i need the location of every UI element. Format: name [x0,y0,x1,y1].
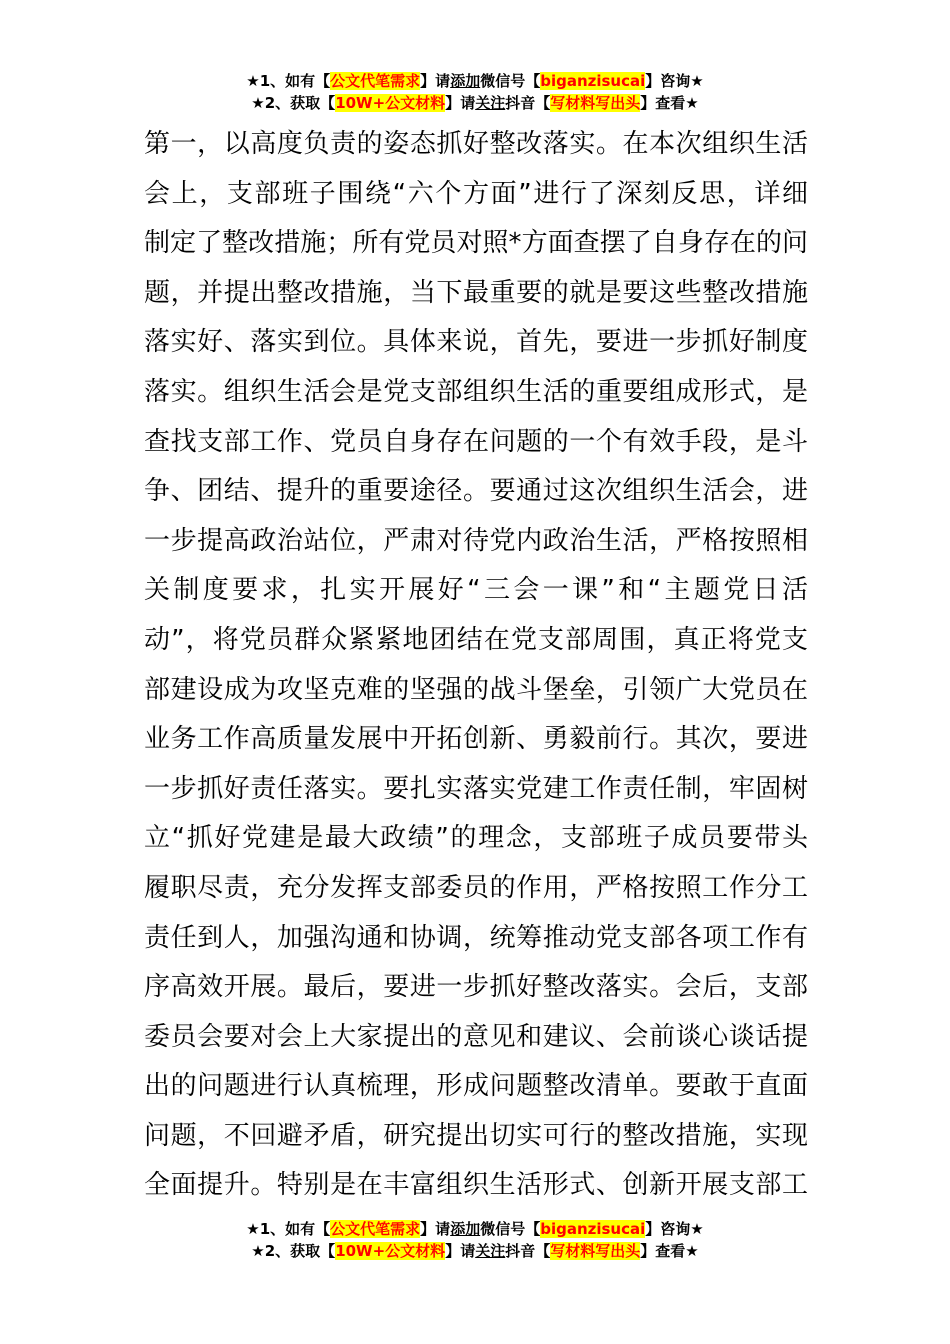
body-line: 动”，将党员群众紧紧地团结在党支部周围，真正将党支 [144,624,808,655]
body-line: 落实。组织生活会是党支部组织生活的重要组成形式，是 [144,376,808,407]
body-line: 委员会要对会上大家提出的意见和建议、会前谈心谈话提 [144,1021,808,1052]
body-line: 题，并提出整改措施，当下最重要的就是要这些整改措施 [144,277,808,308]
body-line: 争、团结、提升的重要途径。要通过这次组织生活会，进 [144,476,808,507]
banner-line-1: ★1、如有【公文代笔需求】请添加微信号【biganzisucai】咨询★ [246,1220,704,1238]
highlight-wechat-id: biganzisucai [540,72,646,90]
body-line: 出的问题进行认真梳理，形成问题整改清单。要敢于直面 [144,1071,808,1102]
body-line: 第一，以高度负责的姿态抓好整改落实。在本次组织生活 [144,129,808,159]
body-line: 落实好、落实到位。具体来说，首先，要进一步抓好制度 [144,327,808,358]
highlight-wechat-id: biganzisucai [540,1220,646,1238]
document-body [144,120,808,1211]
highlight-materials: 10W+公文材料 [335,94,446,112]
body-line: 履职尽责，充分发挥支部委员的作用，严格按照工作分工 [144,872,808,903]
banner-line-1: ★1、如有【公文代笔需求】请添加微信号【biganzisucai】咨询★ [246,72,704,90]
body-line: 业务工作高质量发展中开拓创新、勇毅前行。其次，要进 [144,724,808,755]
highlight-douyin-account: 写材料写出头 [550,94,641,112]
highlight-ghostwriting: 公文代笔需求 [330,72,421,90]
body-line: 全面提升。特别是在丰富组织生活形式、创新开展支部工 [144,1170,808,1201]
footer-banner [0,1218,950,1262]
banner-line-2: ★2、获取【10W+公文材料】请关注抖音【写材料写出头】查看★ [251,1242,699,1260]
body-line: 部建设成为攻坚克难的坚强的战斗堡垒，引领广大党员在 [144,674,808,705]
body-line: 制定了整改措施；所有党员对照*方面查摆了自身存在的问 [144,228,808,259]
body-line: 查找支部工作、党员自身存在问题的一个有效手段，是斗 [144,426,808,457]
body-line: 一步抓好责任落实。要扎实落实党建工作责任制，牢固树 [144,773,808,804]
body-line: 责任到人，加强沟通和协调，统筹推动党支部各项工作有 [144,922,808,953]
highlight-materials: 10W+公文材料 [335,1242,446,1260]
body-line: 一步提高政治站位，严肃对待党内政治生活，严格按照相 [144,525,808,556]
highlight-douyin-account: 写材料写出头 [550,1242,641,1260]
body-line: 关制度要求，扎实开展好“三会一课”和“主题党日活 [144,575,808,606]
header-banner [0,70,950,114]
highlight-ghostwriting: 公文代笔需求 [330,1220,421,1238]
banner-line-2: ★2、获取【10W+公文材料】请关注抖音【写材料写出头】查看★ [251,94,699,112]
body-line: 立“抓好党建是最大政绩”的理念，支部班子成员要带头 [144,823,808,854]
body-line: 会上，支部班子围绕“六个方面”进行了深刻反思，详细 [144,178,808,209]
body-line: 问题，不回避矛盾，研究提出切实可行的整改措施，实现 [144,1120,808,1151]
body-line: 序高效开展。最后，要进一步抓好整改落实。会后，支部 [144,972,808,1003]
